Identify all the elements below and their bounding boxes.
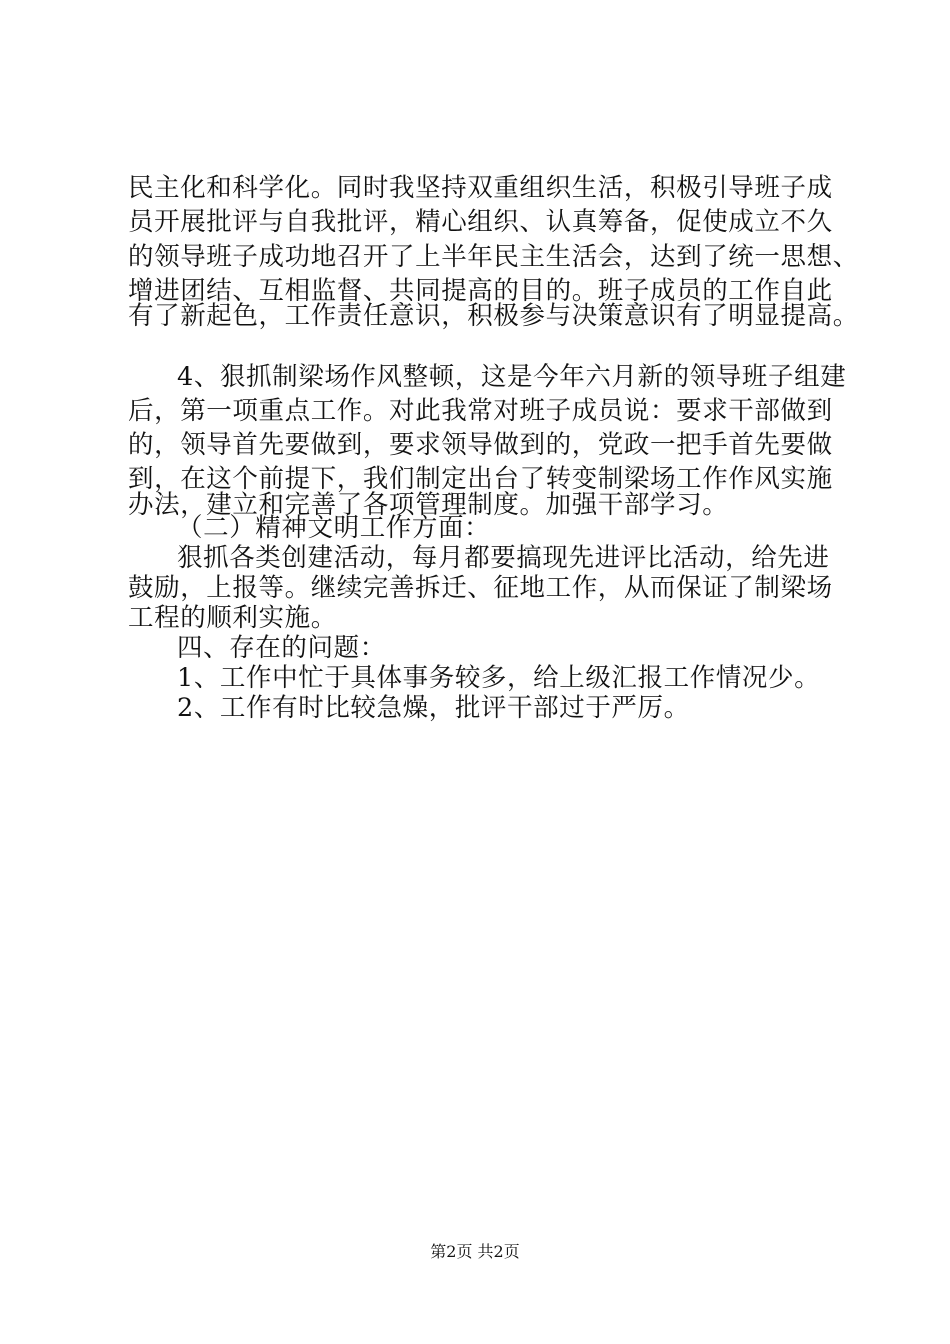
paragraph-line: 员开展批评与自我批评，精心组织、认真筹备，促使成立不久 <box>128 207 833 237</box>
paragraph-line: 民主化和科学化。同时我坚持双重组织生活，积极引导班子成 <box>128 173 833 203</box>
paragraph-line: 狠抓各类创建活动，每月都要搞现先进评比活动，给先进 <box>177 543 830 573</box>
paragraph-line: 的，领导首先要做到，要求领导做到的，党政一把手首先要做 <box>128 430 833 460</box>
paragraph-line: 到，在这个前提下，我们制定出台了转变制梁场工作作风实施 <box>128 464 833 494</box>
paragraph-line: 办法，建立和完善了各项管理制度。加强干部学习。 <box>128 490 729 520</box>
paragraph-line: 增进团结、互相监督、共同提高的目的。班子成员的工作自此 <box>128 276 833 306</box>
paragraph-line: 鼓励，上报等。继续完善拆迁、征地工作，从而保证了制梁场 <box>128 573 833 603</box>
page-number-footer: 第2页 共2页 <box>430 1242 520 1261</box>
section-heading: 四、存在的问题： <box>177 633 386 663</box>
list-item: 1、工作中忙于具体事务较多，给上级汇报工作情况少。 <box>177 663 821 693</box>
paragraph-line: 4、狠抓制梁场作风整顿，这是今年六月新的领导班子组建 <box>177 362 847 392</box>
list-item: 2、工作有时比较急燥，批评干部过于严厉。 <box>177 693 690 723</box>
paragraph-line: 工程的顺利实施。 <box>128 603 337 633</box>
paragraph-line: 后，第一项重点工作。对此我常对班子成员说：要求干部做到 <box>128 396 833 426</box>
paragraph-line: 的领导班子成功地召开了上半年民主生活会，达到了统一思想、 <box>128 242 859 272</box>
paragraph-line: 有了新起色，工作责任意识，积极参与决策意识有了明显提高。 <box>128 301 859 331</box>
section-heading: （二）精神文明工作方面： <box>177 513 491 543</box>
